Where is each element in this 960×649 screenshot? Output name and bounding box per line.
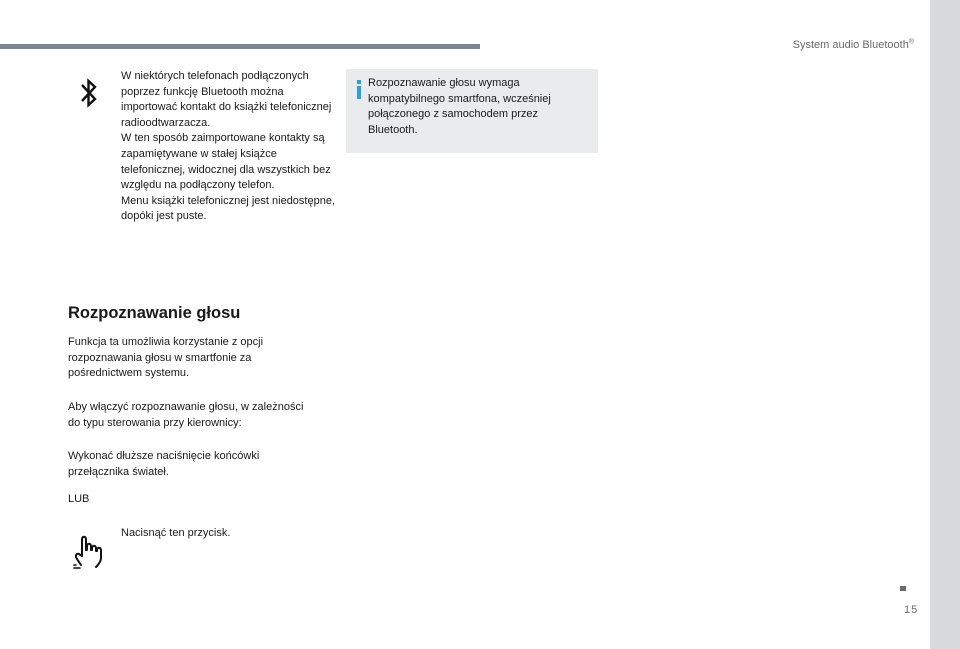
paragraph-stalk: Wykonać dłuższe naciśnięcie końcówki przełącznika świateł. xyxy=(68,450,260,478)
page-number: 15 xyxy=(904,604,919,616)
paragraph-intro: Funkcja ta umożliwia korzystanie z opcji rozpoznawania głosu w smartfonie za pośrednictwem systemu. xyxy=(68,336,264,380)
voice-button-icon xyxy=(72,531,106,569)
section-heading: Rozpoznawanie głosu xyxy=(68,304,241,322)
paragraph-or: LUB xyxy=(68,493,90,505)
info-icon xyxy=(357,80,362,99)
bluetooth-note-line: Menu książki telefonicznej jest niedostępne, dopóki jest puste. xyxy=(121,194,336,223)
bluetooth-note-line: W ten sposób zaimportowane kontakty są zapamiętywane w stałej książce telefonicznej, widocznej dla wszystkich bez względu na podłączony telefon. xyxy=(121,132,331,192)
info-box-text: Rozpoznawanie głosu wymaga kompatybilnego smartfona, wcześniej połączonego z samochodem przez Bluetooth. xyxy=(368,77,551,136)
bluetooth-note xyxy=(121,69,341,225)
bluetooth-note-line: W niektórych telefonach podłączonych poprzez funkcję Bluetooth można importować kontakt do książki telefonicznej radioodtwarzacza. xyxy=(121,70,332,129)
chapter-title xyxy=(793,39,914,51)
registered-mark: ® xyxy=(908,38,914,46)
side-strip xyxy=(930,0,960,649)
paragraph-button: Nacisnąć ten przycisk. xyxy=(121,527,231,539)
page-corner-mark xyxy=(900,586,906,591)
chapter-title-text: System audio Bluetooth xyxy=(792,39,909,51)
header-bar xyxy=(0,44,480,49)
bluetooth-icon xyxy=(79,76,99,110)
info-box xyxy=(346,69,598,153)
paragraph-activation: Aby włączyć rozpoznawanie głosu, w zależności do typu sterowania przy kierownicy: xyxy=(68,401,304,429)
